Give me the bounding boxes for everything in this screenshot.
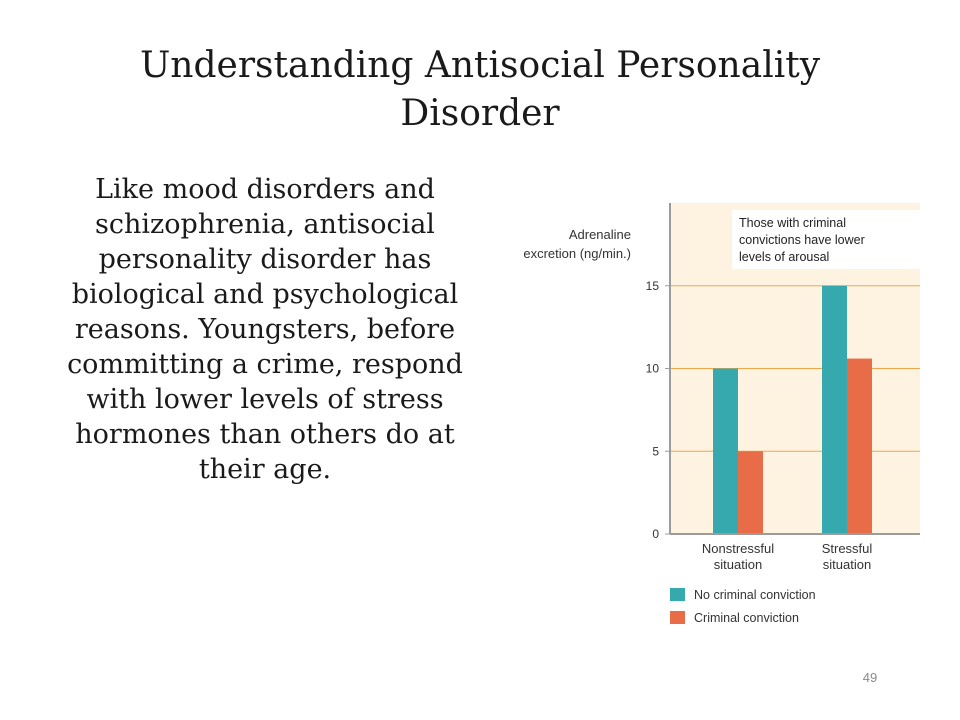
y-tick-label: 15: [645, 278, 659, 293]
x-category-label: situation: [822, 557, 872, 572]
y-axis-label: excretion (ng/min.): [523, 246, 631, 261]
adrenaline-bar-chart: [480, 195, 920, 640]
page-number: 49: [862, 670, 878, 685]
slide-title: Understanding Antisocial Personality Disorder: [139, 45, 821, 134]
y-tick-label: 5: [652, 444, 659, 459]
slide-body-text: Like mood disorders and schizophrenia, antisocial personality disorder has biological and psychological reasons. Youngsters, before committing a crime, respond with lower levels of stress hormones than others do at their age.: [67, 174, 463, 485]
bar: [822, 286, 847, 534]
bar: [847, 359, 872, 534]
annotation-text: Those with criminal: [739, 216, 846, 230]
legend-label: No criminal conviction: [694, 588, 816, 602]
y-tick-label: 0: [652, 527, 659, 541]
x-category-label: Nonstressful: [701, 541, 775, 556]
annotation-text: convictions have lower: [739, 233, 865, 247]
x-category-label: situation: [713, 557, 763, 572]
bar: [738, 451, 763, 534]
legend-swatch: [670, 611, 685, 624]
legend-label: Criminal conviction: [694, 611, 799, 625]
legend-swatch: [670, 588, 685, 601]
bar: [713, 369, 738, 535]
annotation-text: levels of arousal: [739, 250, 830, 264]
x-category-label: Stressful: [821, 541, 873, 556]
y-axis-label: Adrenaline: [568, 227, 631, 242]
y-tick-label: 10: [645, 361, 659, 376]
